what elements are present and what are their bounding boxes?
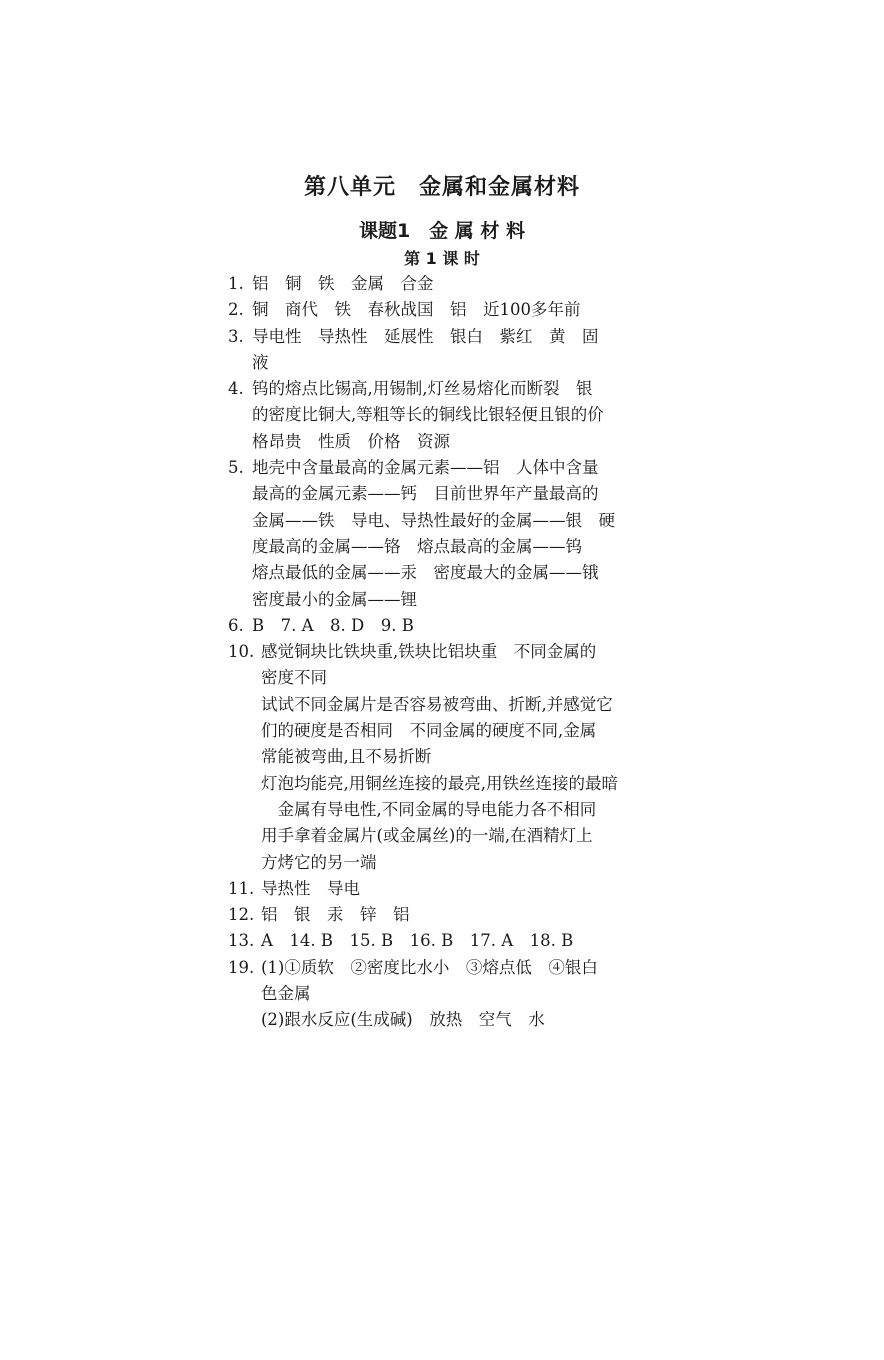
answer-line: (2)跟水反应(生成碱) 放热 空气 水 (261, 1010, 545, 1030)
answer-line: 钨的熔点比锡高,用锡制,灯丝易熔化而断裂 银 (252, 379, 593, 399)
answer-line: 密度不同 (261, 668, 327, 688)
answer-line: 们的硬度是否相同 不同金属的硬度不同,金属 (261, 721, 597, 741)
answer-number: 11. (228, 878, 255, 898)
answer-line: 最高的金属元素——钙 目前世界年产量最高的 (252, 484, 599, 504)
answer-line: 铝 铜 铁 金属 合金 (252, 274, 434, 293)
answer-line: 密度最小的金属——锂 (252, 589, 417, 609)
answer-line: 灯泡均能亮,用铜丝连接的最亮,用铁丝连接的最暗 (261, 773, 618, 793)
answer-line: 金属有导电性,不同金属的导电能力各不相同 (261, 799, 597, 819)
answer-number: 3. (228, 326, 244, 346)
answer-number: 4. (228, 379, 244, 399)
answer-list (228, 271, 648, 1034)
answer-item (228, 902, 648, 928)
answer-item (228, 271, 648, 297)
answer-line: 熔点最低的金属——汞 密度最大的金属——锇 (252, 563, 599, 583)
answer-line: 的密度比铜大,等粗等长的铜线比银轻便且银的价 (252, 405, 604, 425)
answer-line: 铝 银 汞 锌 铝 (261, 905, 410, 925)
answer-number: 19. (228, 957, 255, 977)
answer-item (228, 376, 648, 455)
answer-line: 感觉铜块比铁块重,铁块比铝块重 不同金属的 (261, 642, 597, 662)
answer-line: 铜 商代 铁 春秋战国 铝 近100多年前 (252, 300, 581, 320)
answer-line: 液 (252, 352, 269, 372)
answer-line: 试试不同金属片是否容易被弯曲、折断,并感觉它 (261, 694, 613, 714)
answer-item (228, 455, 648, 613)
answer-number: 12. (228, 905, 255, 925)
answer-item (228, 876, 648, 902)
answer-item (228, 955, 648, 1034)
answer-line: 色金属 (261, 984, 311, 1004)
answer-item (228, 297, 648, 323)
answer-line: 金属——铁 导电、导热性最好的金属——银 硬 (252, 510, 615, 530)
answer-line: 度最高的金属——铬 熔点最高的金属——钨 (252, 536, 582, 556)
answer-line: 导热性 导电 (261, 878, 360, 898)
answer-line: (1)①质软 ②密度比水小 ③熔点低 ④银白 (261, 957, 598, 977)
answer-item (228, 928, 648, 954)
answer-line: A 14. B 15. B 16. B 17. A 18. B (261, 931, 574, 951)
answer-item (228, 639, 648, 876)
answer-number: 1. (228, 274, 244, 293)
unit-title: 第八单元 金属和金属材料 (303, 175, 580, 200)
answer-line: 导电性 导热性 延展性 银白 紫红 黄 固 (252, 326, 599, 346)
answer-line: B 7. A 8. D 9. B (252, 615, 414, 635)
answer-number: 6. (228, 615, 244, 635)
answer-number: 2. (228, 300, 244, 320)
answer-number: 5. (228, 458, 244, 478)
answer-line: 常能被弯曲,且不易折断 (261, 747, 432, 767)
lesson-title: 课题1 金 属 材 料 (358, 220, 526, 242)
answer-item (228, 324, 648, 377)
answer-line: 地壳中含量最高的金属元素——铝 人体中含量 (252, 458, 599, 478)
answer-item (228, 613, 648, 639)
period-title: 第 1 课 时 (404, 249, 480, 268)
answer-number: 10. (228, 642, 255, 662)
answer-line: 方烤它的另一端 (261, 852, 377, 872)
answer-line: 格昂贵 性质 价格 资源 (252, 431, 450, 451)
answer-line: 用手拿着金属片(或金属丝)的一端,在酒精灯上 (261, 826, 593, 846)
answer-number: 13. (228, 931, 255, 951)
